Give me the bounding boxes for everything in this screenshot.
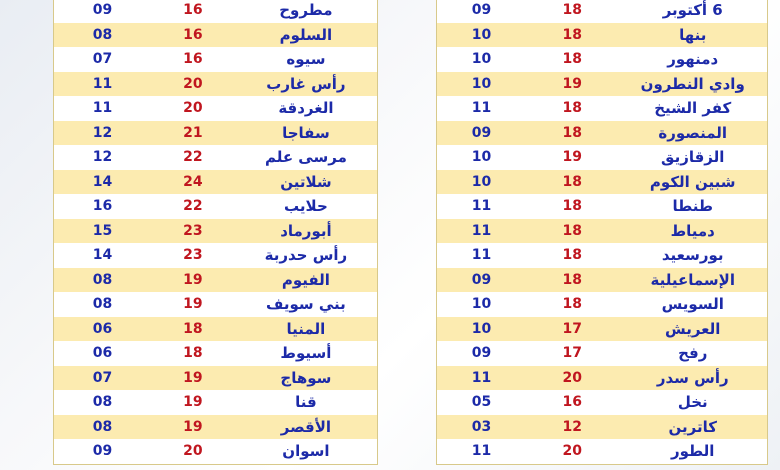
min-temp-cell: 09 <box>92 2 113 19</box>
city-name-cell: رأس سدر <box>656 368 729 387</box>
table-row <box>437 72 767 97</box>
table-row <box>54 0 377 23</box>
table-row <box>54 439 377 464</box>
max-temp-cell: 22 <box>183 198 203 215</box>
min-temp-cell: 09 <box>471 271 492 288</box>
max-temp-cell: 18 <box>562 124 583 141</box>
min-temp-cell: 10 <box>471 51 492 68</box>
max-temp-cell: 24 <box>183 173 203 190</box>
table-row <box>437 292 767 317</box>
city-name-cell: سيوه <box>286 50 326 69</box>
table-row <box>54 145 377 170</box>
city-name-cell: الفيوم <box>281 270 330 289</box>
city-name-cell: مرسى علم <box>264 148 347 167</box>
table-row <box>437 23 767 48</box>
min-temp-cell: 10 <box>471 75 492 92</box>
min-temp-cell: 12 <box>92 149 113 166</box>
min-temp-cell: 08 <box>92 271 113 288</box>
min-temp-cell: 11 <box>92 100 113 117</box>
max-temp-cell: 16 <box>183 51 203 68</box>
min-temp-cell: 11 <box>471 222 492 239</box>
max-temp-cell: 23 <box>183 247 203 264</box>
table-row <box>437 0 767 23</box>
max-temp-cell: 20 <box>183 75 203 92</box>
city-name-cell: السلوم <box>279 25 333 44</box>
table-row <box>54 194 377 219</box>
min-temp-cell: 10 <box>471 26 492 43</box>
min-temp-cell: 07 <box>92 51 113 68</box>
max-temp-cell: 20 <box>183 443 203 460</box>
min-temp-cell: 11 <box>471 198 492 215</box>
table-row <box>437 219 767 244</box>
city-name-cell: قنا <box>295 393 317 412</box>
min-temp-cell: 08 <box>92 394 113 411</box>
max-temp-cell: 18 <box>562 26 583 43</box>
max-temp-cell: 18 <box>562 2 583 19</box>
max-temp-cell: 19 <box>562 75 583 92</box>
min-temp-cell: 10 <box>471 173 492 190</box>
table-row <box>54 317 377 342</box>
table-row <box>54 366 377 391</box>
table-row <box>437 439 767 464</box>
table-row <box>54 47 377 72</box>
min-temp-cell: 06 <box>92 320 113 337</box>
max-temp-cell: 18 <box>562 222 583 239</box>
city-name-cell: كفر الشيخ <box>654 99 732 118</box>
max-temp-cell: 20 <box>562 443 583 460</box>
city-name-cell: رأس غارب <box>266 74 346 93</box>
max-temp-cell: 18 <box>562 296 583 313</box>
min-temp-cell: 11 <box>471 247 492 264</box>
table-row <box>54 72 377 97</box>
table-row <box>54 415 377 440</box>
city-name-cell: السويس <box>661 295 724 314</box>
max-temp-cell: 19 <box>183 418 203 435</box>
city-name-cell: رفح <box>678 344 708 363</box>
min-temp-cell: 11 <box>92 75 113 92</box>
max-temp-cell: 18 <box>562 173 583 190</box>
max-temp-cell: 22 <box>183 149 203 166</box>
max-temp-cell: 18 <box>183 345 203 362</box>
city-name-cell: الطور <box>671 442 715 461</box>
min-temp-cell: 09 <box>471 124 492 141</box>
table-row <box>437 390 767 415</box>
city-name-cell: طنطا <box>672 197 713 216</box>
city-name-cell: أبورماد <box>280 221 332 240</box>
table-row <box>54 96 377 121</box>
temperature-table-right <box>436 0 768 465</box>
table-row <box>54 292 377 317</box>
table-row <box>54 170 377 195</box>
city-name-cell: رأس حدربة <box>264 246 348 265</box>
city-name-cell: نخل <box>677 393 708 412</box>
max-temp-cell: 16 <box>183 2 203 19</box>
max-temp-cell: 20 <box>562 369 583 386</box>
table-row <box>437 194 767 219</box>
max-temp-cell: 20 <box>183 100 203 117</box>
max-temp-cell: 19 <box>183 394 203 411</box>
city-name-cell: الإسماعيلية <box>650 270 735 289</box>
max-temp-cell: 18 <box>562 247 583 264</box>
max-temp-cell: 18 <box>562 100 583 117</box>
city-name-cell: دمنهور <box>667 50 719 69</box>
city-name-cell: الغردقة <box>278 99 334 118</box>
min-temp-cell: 11 <box>471 443 492 460</box>
table-row <box>437 47 767 72</box>
city-name-cell: المنيا <box>286 319 326 338</box>
max-temp-cell: 12 <box>562 418 583 435</box>
max-temp-cell: 19 <box>183 296 203 313</box>
city-name-cell: الزقازيق <box>661 148 725 167</box>
max-temp-cell: 19 <box>562 149 583 166</box>
temperature-table-left <box>53 0 378 465</box>
table-row <box>54 243 377 268</box>
max-temp-cell: 18 <box>562 198 583 215</box>
max-temp-cell: 21 <box>183 124 203 141</box>
min-temp-cell: 08 <box>92 296 113 313</box>
max-temp-cell: 17 <box>562 320 583 337</box>
city-name-cell: أسيوط <box>280 344 332 363</box>
city-name-cell: بورسعيد <box>661 246 724 265</box>
table-row <box>54 23 377 48</box>
city-name-cell: الأقصر <box>280 417 332 436</box>
table-row <box>54 390 377 415</box>
city-name-cell: 6 أكتوبر <box>662 1 723 20</box>
min-temp-cell: 09 <box>92 443 113 460</box>
city-name-cell: سفاجا <box>282 123 330 142</box>
min-temp-cell: 12 <box>92 124 113 141</box>
min-temp-cell: 06 <box>92 345 113 362</box>
city-name-cell: اسوان <box>282 442 330 461</box>
min-temp-cell: 10 <box>471 149 492 166</box>
max-temp-cell: 18 <box>562 51 583 68</box>
table-row <box>437 170 767 195</box>
min-temp-cell: 11 <box>471 100 492 117</box>
table-row <box>437 366 767 391</box>
table-row <box>437 243 767 268</box>
city-name-cell: حلايب <box>284 197 328 216</box>
min-temp-cell: 11 <box>471 369 492 386</box>
table-row <box>437 415 767 440</box>
table-row <box>54 219 377 244</box>
city-name-cell: وادي النطرون <box>640 74 745 93</box>
city-name-cell: سوهاج <box>280 368 332 387</box>
max-temp-cell: 16 <box>562 394 583 411</box>
min-temp-cell: 14 <box>92 247 113 264</box>
table-row <box>437 341 767 366</box>
table-row <box>54 341 377 366</box>
city-name-cell: المنصورة <box>658 123 728 142</box>
min-temp-cell: 07 <box>92 369 113 386</box>
city-name-cell: العريش <box>665 319 721 338</box>
max-temp-cell: 19 <box>183 271 203 288</box>
table-row <box>54 268 377 293</box>
city-name-cell: بني سويف <box>266 295 346 314</box>
max-temp-cell: 23 <box>183 222 203 239</box>
max-temp-cell: 19 <box>183 369 203 386</box>
max-temp-cell: 18 <box>183 320 203 337</box>
table-row <box>437 96 767 121</box>
min-temp-cell: 05 <box>471 394 492 411</box>
min-temp-cell: 03 <box>471 418 492 435</box>
city-name-cell: كاترين <box>668 417 717 436</box>
city-name-cell: شلاتين <box>280 172 332 191</box>
min-temp-cell: 08 <box>92 26 113 43</box>
min-temp-cell: 09 <box>471 345 492 362</box>
city-name-cell: بنها <box>679 25 707 44</box>
min-temp-cell: 09 <box>471 2 492 19</box>
table-row <box>437 121 767 146</box>
min-temp-cell: 14 <box>92 173 113 190</box>
min-temp-cell: 16 <box>92 198 113 215</box>
max-temp-cell: 16 <box>183 26 203 43</box>
min-temp-cell: 10 <box>471 296 492 313</box>
min-temp-cell: 08 <box>92 418 113 435</box>
city-name-cell: مطروح <box>279 1 333 20</box>
table-row <box>437 145 767 170</box>
max-temp-cell: 17 <box>562 345 583 362</box>
city-name-cell: شبين الكوم <box>649 172 736 191</box>
table-row <box>437 317 767 342</box>
min-temp-cell: 10 <box>471 320 492 337</box>
min-temp-cell: 15 <box>92 222 113 239</box>
max-temp-cell: 18 <box>562 271 583 288</box>
table-row <box>54 121 377 146</box>
city-name-cell: دمياط <box>670 221 715 240</box>
table-row <box>437 268 767 293</box>
